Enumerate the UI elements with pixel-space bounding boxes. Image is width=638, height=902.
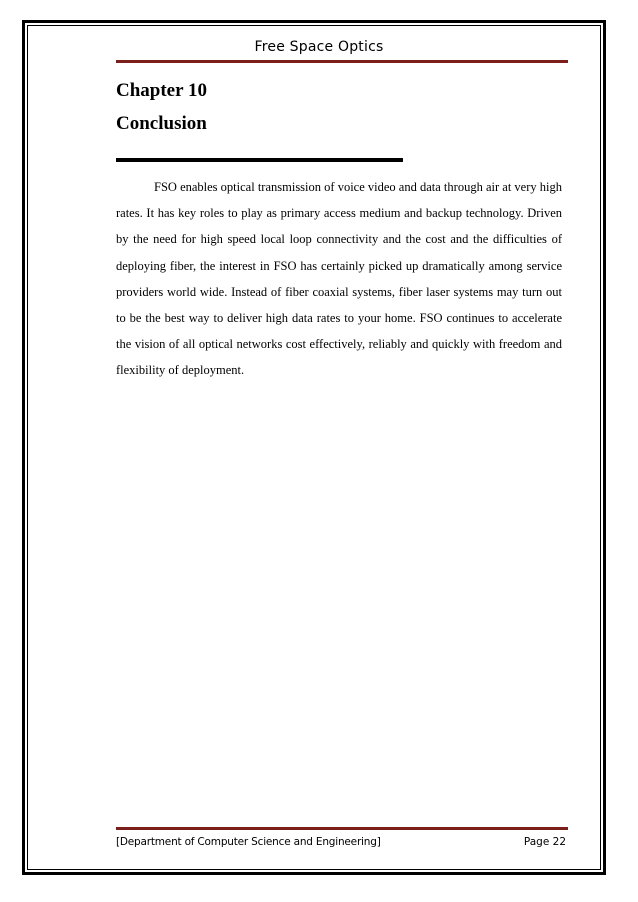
running-header-title: Free Space Optics xyxy=(254,39,384,55)
chapter-heading-rule xyxy=(116,158,403,162)
footer-page-number: Page 22 xyxy=(523,836,566,848)
page-border-inner xyxy=(27,25,601,870)
chapter-number-heading: Chapter 10 xyxy=(116,80,207,101)
footer-divider xyxy=(116,827,568,830)
footer-department: [Department of Computer Science and Engineering] xyxy=(116,836,381,848)
chapter-title-heading: Conclusion xyxy=(116,113,207,134)
conclusion-paragraph: FSO enables optical transmission of voice video and data through air at very high rates. It has key roles to play as primary access medium and backup technology. Driven by the need for high speed local loop connectivity and the cost and the difficulties of deploying fiber, the interest in FSO has certainly picked up dramatically among service providers world wide. Instead of fiber coaxial systems, fiber laser systems may turn out to be the best way to deliver high data rates to your home. FSO continues to accelerate the vision of all optical networks cost effectively, reliably and quickly with freedom and flexibility of deployment. xyxy=(116,180,562,378)
header-divider xyxy=(116,60,568,63)
